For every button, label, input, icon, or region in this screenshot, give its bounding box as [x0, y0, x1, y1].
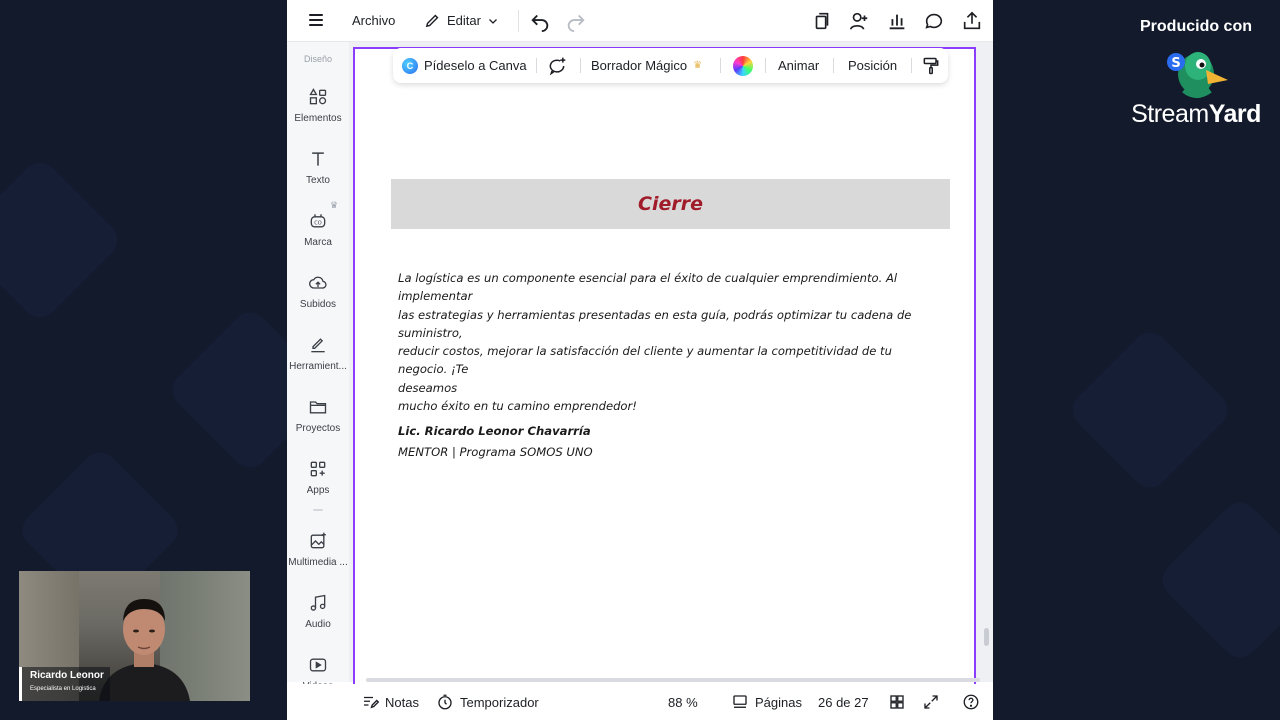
timer-button[interactable]: [436, 684, 539, 720]
color-button[interactable]: [733, 48, 753, 83]
paragraph-line: deseamos: [398, 380, 458, 395]
sidebar-item-multimedia[interactable]: [287, 531, 349, 568]
position-button[interactable]: [848, 48, 897, 83]
svg-text:CO: CO: [314, 220, 322, 227]
svg-text:S: S: [1171, 56, 1181, 71]
pages-label: Páginas: [755, 694, 802, 710]
shapes-icon: [308, 87, 328, 107]
sidebar-item-label: Elementos: [294, 113, 342, 124]
crown-icon: ♛: [330, 200, 339, 210]
comment-plus-icon: [547, 56, 567, 76]
canva-editor: [287, 0, 993, 720]
paragraph-line: La logística es un componente esencial para el éxito de cualquier emprendimiento. Al implementar: [398, 271, 898, 304]
text-icon: [308, 149, 328, 169]
paint-roller-icon: [921, 56, 941, 76]
timer-label: Temporizador: [460, 694, 539, 710]
ask-canva-button[interactable]: [402, 48, 527, 83]
canva-logo-icon: C: [402, 58, 418, 74]
music-note-icon: [308, 593, 328, 613]
upload-share-icon[interactable]: [961, 10, 983, 32]
share-people-icon[interactable]: [848, 10, 870, 32]
edit-menu-label: Editar: [447, 13, 481, 28]
pages-icon: [731, 693, 749, 711]
fullscreen-icon[interactable]: [922, 684, 940, 720]
context-toolbar: [393, 48, 948, 83]
sidebar-item-apps[interactable]: [287, 459, 349, 496]
paragraph-line: reducir costos, mejorar la satisfacción del cliente y aumentar la competitividad de tu negocio. ¡Te: [398, 344, 892, 377]
crown-icon: ♛: [693, 60, 703, 71]
paragraph-line: mucho éxito en tu camino emprendedor!: [398, 399, 637, 414]
streamyard-word-light: Stream: [1131, 100, 1209, 128]
notes-button[interactable]: [361, 684, 419, 720]
resize-icon[interactable]: [811, 10, 833, 32]
sidebar-item-texto[interactable]: [287, 149, 349, 186]
timer-icon: [436, 693, 454, 711]
zoom-level[interactable]: [668, 684, 698, 720]
analytics-icon[interactable]: [886, 10, 908, 32]
sidebar-item-label: Herramient...: [289, 361, 347, 372]
ask-canva-label: Pídeselo a Canva: [424, 58, 527, 73]
produced-with-label: Producido con: [1140, 18, 1252, 35]
paragraph-line: las estrategias y herramientas presentadas en esta guía, podrás optimizar tu cadena de suministro,: [398, 307, 912, 340]
notes-icon: [361, 693, 379, 711]
animate-label: Animar: [778, 58, 820, 73]
pencil-icon: [424, 12, 441, 29]
sidebar-item-label: Proyectos: [295, 423, 341, 434]
presenter-name: Ricardo Leonor: [30, 670, 104, 681]
draw-tool-icon: [308, 335, 328, 355]
streamyard-duck-logo-icon: [1160, 44, 1230, 102]
left-sidebar: [287, 42, 349, 682]
presenter-name-tag: [19, 667, 110, 701]
streamyard-word-bold: Yard: [1208, 100, 1261, 128]
bottom-bar: [287, 684, 993, 720]
streamyard-wordmark: [1110, 100, 1280, 129]
design-page[interactable]: [353, 47, 976, 687]
comment-icon[interactable]: [923, 10, 945, 32]
sidebar-item-elementos[interactable]: [287, 87, 349, 124]
page-counter-label: 26 de 27: [818, 694, 869, 710]
background-shape: [0, 155, 125, 325]
grid-view-icon[interactable]: [888, 684, 906, 720]
page-heading[interactable]: Cierre: [638, 193, 703, 215]
sidebar-item-label: Multimedia ...: [288, 557, 348, 568]
sidebar-item-subidos[interactable]: [287, 273, 349, 310]
edit-menu-button[interactable]: [424, 0, 499, 42]
color-wheel-icon: [733, 56, 753, 76]
signature-role[interactable]: MENTOR | Programa SOMOS UNO: [398, 445, 593, 459]
sidebar-item-herramientas[interactable]: [287, 335, 349, 372]
top-toolbar: [287, 0, 993, 42]
undo-icon[interactable]: [529, 10, 551, 32]
video-play-icon: [308, 655, 328, 675]
folder-icon: [308, 397, 328, 417]
redo-icon[interactable]: [565, 10, 587, 32]
animate-button[interactable]: [778, 48, 819, 83]
sidebar-item-label: Texto: [306, 175, 330, 186]
help-icon[interactable]: [962, 684, 980, 720]
file-menu-label: Archivo: [352, 13, 396, 28]
signature-name[interactable]: Lic. Ricardo Leonor Chavarría: [398, 424, 591, 438]
magic-eraser-button[interactable]: [591, 48, 702, 83]
brand-icon: [308, 211, 328, 231]
zoom-label: 88 %: [668, 694, 698, 710]
sidebar-hint-label: Diseño: [303, 54, 332, 64]
sidebar-item-marca[interactable]: [287, 211, 349, 248]
notes-label: Notas: [385, 694, 419, 710]
apps-grid-icon: [308, 459, 328, 479]
sidebar-item-audio[interactable]: [287, 593, 349, 630]
paint-roller-button[interactable]: [921, 48, 941, 83]
upload-cloud-icon: [308, 273, 328, 293]
sidebar-divider: [313, 509, 323, 511]
menu-icon[interactable]: [309, 11, 327, 31]
sidebar-item-label: Subidos: [299, 299, 337, 310]
file-menu-button[interactable]: [352, 0, 395, 42]
canvas-area: [349, 42, 993, 682]
presenter-title: Especialista en Logistica: [30, 686, 96, 692]
pages-button[interactable]: [731, 684, 802, 720]
sidebar-item-proyectos[interactable]: [287, 397, 349, 434]
position-label: Posición: [848, 58, 898, 73]
heading-band[interactable]: [391, 179, 950, 229]
sidebar-item-label: Audio: [305, 619, 331, 630]
media-icon: [308, 531, 328, 551]
comment-add-button[interactable]: [547, 48, 567, 83]
horizontal-scrollbar[interactable]: [366, 678, 980, 682]
vertical-scrollbar[interactable]: [984, 628, 989, 646]
magic-eraser-label: Borrador Mágico: [591, 58, 688, 73]
webcam-feed: [19, 571, 250, 701]
sidebar-item-label: Marca: [304, 237, 332, 248]
page-counter[interactable]: [818, 684, 869, 720]
chevron-down-icon: [487, 15, 499, 27]
closing-paragraph[interactable]: [398, 269, 934, 415]
background-shape: [1155, 495, 1280, 665]
sidebar-item-label: Apps: [306, 485, 330, 496]
background-shape: [1065, 325, 1235, 495]
